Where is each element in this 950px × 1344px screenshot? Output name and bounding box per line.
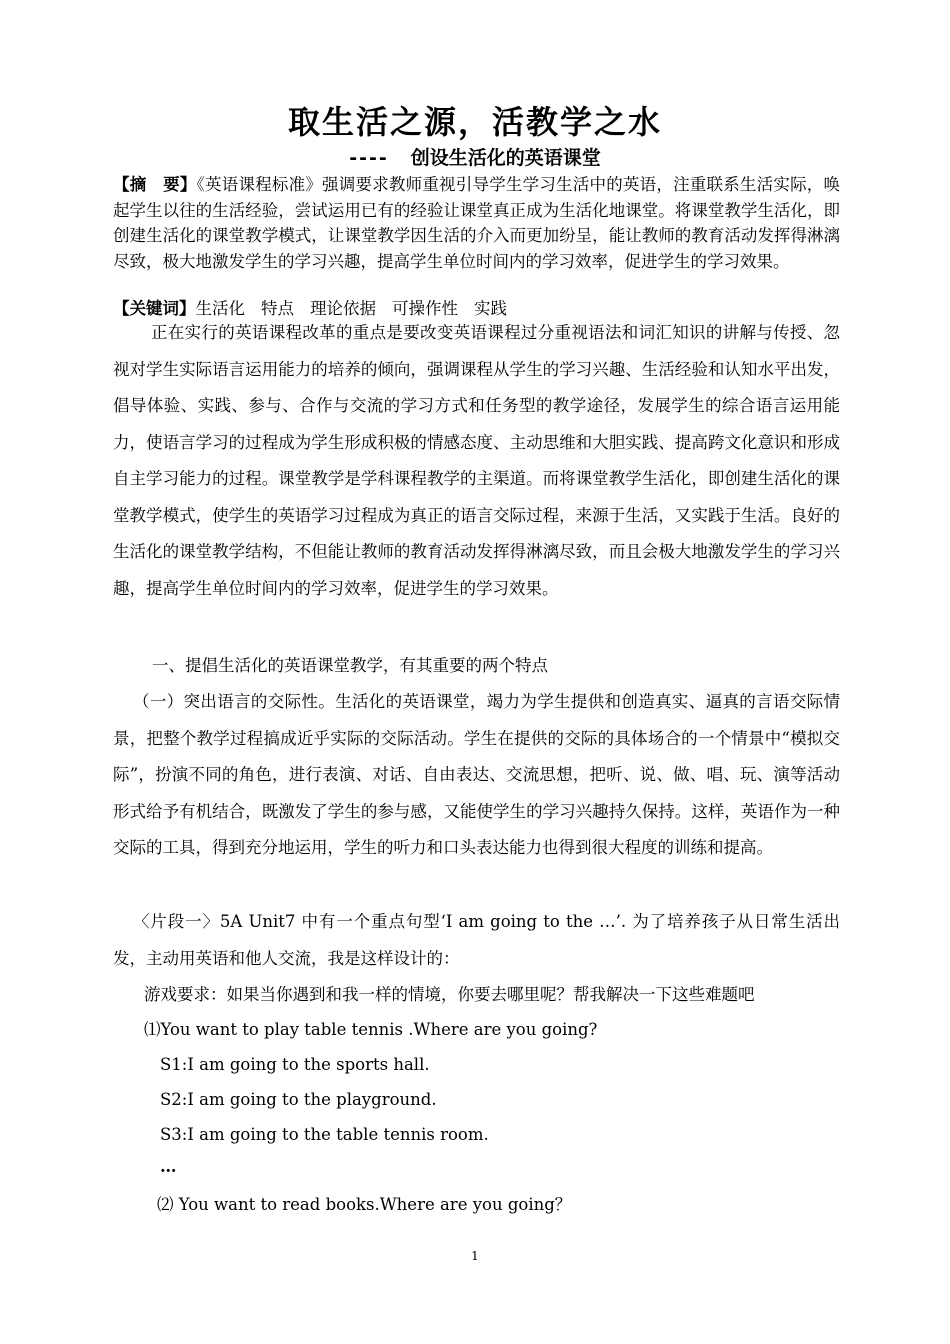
question-1: ⑴You want to play table tennis .Where are you going? <box>144 1020 598 1039</box>
page-number: 1 <box>471 1249 479 1263</box>
keyword: 可操作性 <box>392 299 458 318</box>
intro-paragraph: 正在实行的英语课程改革的重点是要改变英语课程过分重视语法和词汇知识的讲解与传授、忽视对学生实际语言运用能力的培养的倾向，强调课程从学生的学习兴趣、生活经验和认知水平出发，倡导体验、实践、参与、合作与交流的学习方式和任务型的教学途径，发展学生的综合语言运用能力，使语言学习的过程成为学生形成积极的情感态度、主动思维和大胆实践、提高跨文化意识和形成自主学习能力的过程。课堂教学是学科课程教学的主渠道。而将课堂教学生活化，即创建生活化的课堂教学模式，使学生的英语学习过程成为真正的语言交际过程，来源于生活，又实践于生活。良好的生活化的课堂教学结构，不但能让教师的教育活动发挥得淋漓尽致，而且会极大地激发学生的学习兴趣，提高学生单位时间内的学习效率，促进学生的学习效果。 <box>113 323 840 598</box>
answer-s1: S1:I am going to the sports hall. <box>160 1055 430 1074</box>
keyword: 理论依据 <box>310 299 376 318</box>
question-2: ⑵ You want to read books.Where are you going？ <box>157 1195 572 1214</box>
section-paragraph: （一）突出语言的交际性。生活化的英语课堂，竭力为学生提供和创造真实、逼真的言语交际情景，把整个教学过程搞成近乎实际的交际活动。学生在提供的交际的具体场合的一个情景中“模拟交际”，扮演不同的角色，进行表演、对话、自由表达、交流思想，把听、说、做、唱、玩、演等活动形式给予有机结合，既激发了学生的参与感，又能使学生的学习兴趣持久保持。这样，英语作为一种交际的工具，得到充分地运用，学生的听力和口头表达能力也得到很大程度的训练和提高。 <box>113 692 840 857</box>
keyword: 实践 <box>474 299 507 318</box>
abstract <box>113 172 840 274</box>
keyword: 特点 <box>261 299 294 318</box>
abstract-text: 《英语课程标准》强调要求教师重视引导学生学习生活中的英语，注重联系生活实际，唤起学生以往的生活经验，尝试运用已有的经验让课堂真正成为生活化地课堂。将课堂教学生活化，即创建生活化的课堂教学模式，让课堂教学因生活的介入而更加纷呈，能让教师的教育活动发挥得淋漓尽致，极大地激发学生的学习兴趣，提高学生单位时间内的学习效率，促进学生的学习效果。 <box>113 175 841 271</box>
subtitle-text: 创设生活化的英语课堂 <box>410 147 601 169</box>
ellipsis: … <box>160 1157 177 1176</box>
keyword: 生活化 <box>195 299 245 318</box>
game-requirement: 游戏要求：如果当你遇到和我一样的情境，你要去哪里呢？帮我解决一下这些难题吧 <box>144 985 755 1004</box>
document-title: 取生活之源，活教学之水 <box>287 103 662 141</box>
fragment-paragraph: 〈片段一〉5A Unit7 中有一个重点句型‘I am going to the …’. 为了培养孩子从日常生活出发，主动用英语和他人交流，我是这样设计的： <box>113 912 840 968</box>
answer-s2: S2:I am going to the playground. <box>160 1090 437 1109</box>
document-subtitle <box>0 144 950 172</box>
answer-s3: S3:I am going to the table tennis room. <box>160 1125 489 1144</box>
abstract-label: 【摘 要】 <box>113 175 197 194</box>
keywords-label: 【关键词】 <box>113 299 196 318</box>
section-heading: 一、提倡生活化的英语课堂教学，有其重要的两个特点 <box>152 656 548 675</box>
subtitle-dash: ---- <box>349 147 389 169</box>
